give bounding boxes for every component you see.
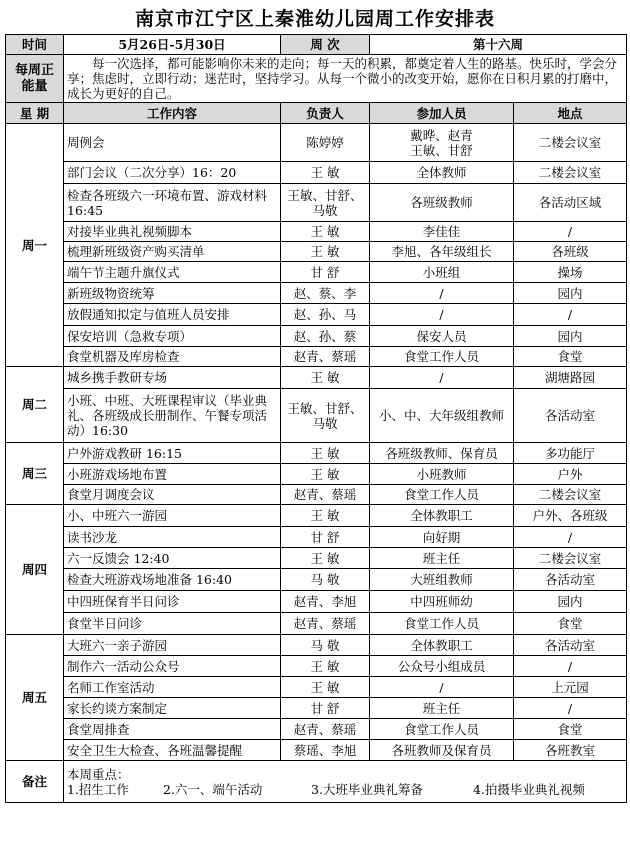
task-content: 检查各班级六一环境布置、游戏材料 16:45 [64,184,281,222]
task-content: 周例会 [64,124,281,162]
task-location: 食堂 [514,347,627,367]
task-content: 检查大班游戏场地准备 16:40 [64,569,281,591]
task-content: 家长约谈方案制定 [64,698,281,719]
task-owner: 蔡瑶、李旭 [281,740,370,761]
task-owner: 赵青、蔡瑶 [281,613,370,635]
task-participants: 李佳佳 [370,222,514,242]
schedule-row [6,548,627,569]
task-participants: 食堂工作人员 [370,485,514,505]
task-participants: 小、中、大年级组教师 [370,389,514,443]
week-label: 周 次 [281,35,370,55]
task-content: 小班、中班、大班课程审议（毕业典礼、各班级成长册制作、午餐专项活动）16:30 [64,389,281,443]
schedule-row [6,635,627,656]
schedule-row [6,656,627,677]
task-content: 城乡携手教研专场 [64,367,281,389]
motto-label: 每周正能量 [6,55,64,103]
date-range: 5月26日-5月30日 [64,35,281,55]
task-participants: / [370,367,514,389]
task-location: 二楼会议室 [514,124,627,162]
schedule-row [6,443,627,464]
task-location: 各活动室 [514,635,627,656]
col-day: 星 期 [6,103,64,124]
task-location: 各班级 [514,242,627,262]
task-owner: 王 敏 [281,656,370,677]
notes-item: 2.六一、端午活动 [163,781,263,797]
schedule-row [6,569,627,591]
task-content: 食堂半日问诊 [64,613,281,635]
task-content: 安全卫生大检查、各班温馨提醒 [64,740,281,761]
task-participants: 大班组教师 [370,569,514,591]
col-content: 工作内容 [64,103,281,124]
task-location: 操场 [514,262,627,283]
task-participants: 公众号小组成员 [370,656,514,677]
task-content: 大班六一亲子游园 [64,635,281,656]
task-participants: 小班教师 [370,464,514,485]
notes-item: 3.大班毕业典礼筹备 [311,781,423,797]
task-owner: 马 敬 [281,635,370,656]
task-participants: / [370,304,514,326]
task-content: 户外游戏教研 16:15 [64,443,281,464]
notes-item: 1.招生工作 [67,781,129,797]
task-participants: 保安人员 [370,326,514,347]
task-location: / [514,698,627,719]
task-participants: 班主任 [370,548,514,569]
schedule-row [6,262,627,283]
schedule-row [6,283,627,304]
task-owner: 赵青、李旭 [281,591,370,613]
schedule-row [6,184,627,222]
task-participants: 戴晔、赵青 王敏、甘舒 [370,124,514,162]
schedule-row [6,464,627,485]
notes-content [64,761,627,803]
schedule-row [6,613,627,635]
schedule-row [6,740,627,761]
task-participants: 食堂工作人员 [370,719,514,740]
task-owner: 王 敏 [281,367,370,389]
task-location: 多功能厅 [514,443,627,464]
task-participants: 全体教职工 [370,505,514,527]
time-label: 时间 [6,35,64,55]
task-owner: 王 敏 [281,464,370,485]
schedule-row [6,222,627,242]
schedule-row [6,505,627,527]
task-participants: 各班级教师 [370,184,514,222]
task-location: / [514,656,627,677]
task-content: 食堂月调度会议 [64,485,281,505]
task-content: 名师工作室活动 [64,677,281,698]
schedule-row [6,367,627,389]
schedule-row [6,677,627,698]
notes-label: 备注 [6,761,64,803]
task-participants: 全体教师 [370,162,514,184]
schedule-row [6,485,627,505]
day-label: 周二 [6,367,64,443]
schedule-row [6,304,627,326]
header-row [6,35,627,55]
task-participants: 各班级教师、保育员 [370,443,514,464]
task-owner: 赵青、蔡瑶 [281,719,370,740]
task-content: 对接毕业典礼视频脚本 [64,222,281,242]
task-location: 户外 [514,464,627,485]
schedule-row [6,527,627,548]
task-participants: 李旭、各年级组长 [370,242,514,262]
task-owner: 赵、蔡、李 [281,283,370,304]
day-label: 周一 [6,124,64,367]
task-owner: 甘 舒 [281,262,370,283]
schedule-row [6,389,627,443]
task-content: 保安培训（急救专项） [64,326,281,347]
col-participants: 参加人员 [370,103,514,124]
task-content: 小、中班六一游园 [64,505,281,527]
task-content: 食堂机器及库房检查 [64,347,281,367]
task-owner: 王 敏 [281,505,370,527]
task-participants: 小班组 [370,262,514,283]
task-location: 二楼会议室 [514,162,627,184]
column-header-row [6,103,627,124]
task-location: 二楼会议室 [514,485,627,505]
notes-heading: 本周重点： [67,766,130,782]
task-location: 园内 [514,283,627,304]
task-content: 端午节主题升旗仪式 [64,262,281,283]
task-location: 各班教室 [514,740,627,761]
schedule-row [6,591,627,613]
task-owner: 甘 舒 [281,698,370,719]
notes-row [6,761,627,803]
task-participants: / [370,283,514,304]
task-owner: 马 敬 [281,569,370,591]
task-owner: 王 敏 [281,242,370,262]
notes-item: 4.拍摄毕业典礼视频 [473,781,585,797]
task-owner: 赵青、蔡瑶 [281,485,370,505]
task-content: 制作六一活动公众号 [64,656,281,677]
task-owner: 王 敏 [281,222,370,242]
task-participants: 班主任 [370,698,514,719]
task-content: 梳理新班级资产购买清单 [64,242,281,262]
task-owner: 赵青、蔡瑶 [281,347,370,367]
task-participants: 向好期 [370,527,514,548]
schedule-row [6,347,627,367]
task-owner: 王敏、甘舒、 马敬 [281,389,370,443]
task-content: 读书沙龙 [64,527,281,548]
task-content: 部门会议（二次分享）16：20 [64,162,281,184]
day-label: 周五 [6,635,64,761]
task-owner: 王 敏 [281,162,370,184]
schedule-row [6,124,627,162]
task-owner: 王 敏 [281,443,370,464]
task-location: 上元园 [514,677,627,698]
task-owner: 王 敏 [281,548,370,569]
task-content: 放假通知拟定与值班人员安排 [64,304,281,326]
col-location: 地点 [514,103,627,124]
notes-items [67,782,623,797]
task-participants: / [370,677,514,698]
task-owner: 赵、孙、蔡 [281,326,370,347]
task-owner: 王敏、甘舒、 马敬 [281,184,370,222]
day-label: 周三 [6,443,64,505]
task-location: 二楼会议室 [514,548,627,569]
task-participants: 食堂工作人员 [370,347,514,367]
task-content: 小班游戏场地布置 [64,464,281,485]
task-location: 各活动室 [514,569,627,591]
task-owner: 甘 舒 [281,527,370,548]
task-location: 湖塘路园 [514,367,627,389]
task-content: 新班级物资统筹 [64,283,281,304]
task-location: 园内 [514,326,627,347]
task-content: 中四班保育半日问诊 [64,591,281,613]
task-location: / [514,222,627,242]
schedule-row [6,698,627,719]
task-owner: 赵、孙、马 [281,304,370,326]
col-owner: 负责人 [281,103,370,124]
task-owner: 陈婷婷 [281,124,370,162]
task-location: 食堂 [514,613,627,635]
task-content: 六一反馈会 12:40 [64,548,281,569]
task-participants: 各班教师及保育员 [370,740,514,761]
task-participants: 全体教职工 [370,635,514,656]
task-location: 食堂 [514,719,627,740]
task-location: 各活动室 [514,389,627,443]
schedule-row [6,242,627,262]
schedule-table [5,34,627,803]
schedule-row [6,162,627,184]
task-participants: 中四班师幼 [370,591,514,613]
task-location: 各活动区域 [514,184,627,222]
schedule-row [6,719,627,740]
day-label: 周四 [6,505,64,635]
week-value: 第十六周 [370,35,627,55]
motto-text: 每一次选择，都可能影响你未来的走向；每一天的积累，都奠定着人生的路基。快乐时，学会分享；焦虑时，立即行动；迷茫时，坚持学习。从每一个微小的改变开始，愿你在日积月累的打磨中，成长为更好的自己。 [64,55,627,103]
task-location: / [514,527,627,548]
task-location: 户外、各班级 [514,505,627,527]
task-location: 园内 [514,591,627,613]
page-title: 南京市江宁区上秦淮幼儿园周工作安排表 [134,8,495,30]
task-content: 食堂周排查 [64,719,281,740]
task-location: / [514,304,627,326]
schedule-row [6,326,627,347]
motto-row [6,55,627,103]
task-owner: 王 敏 [281,677,370,698]
task-participants: 食堂工作人员 [370,613,514,635]
